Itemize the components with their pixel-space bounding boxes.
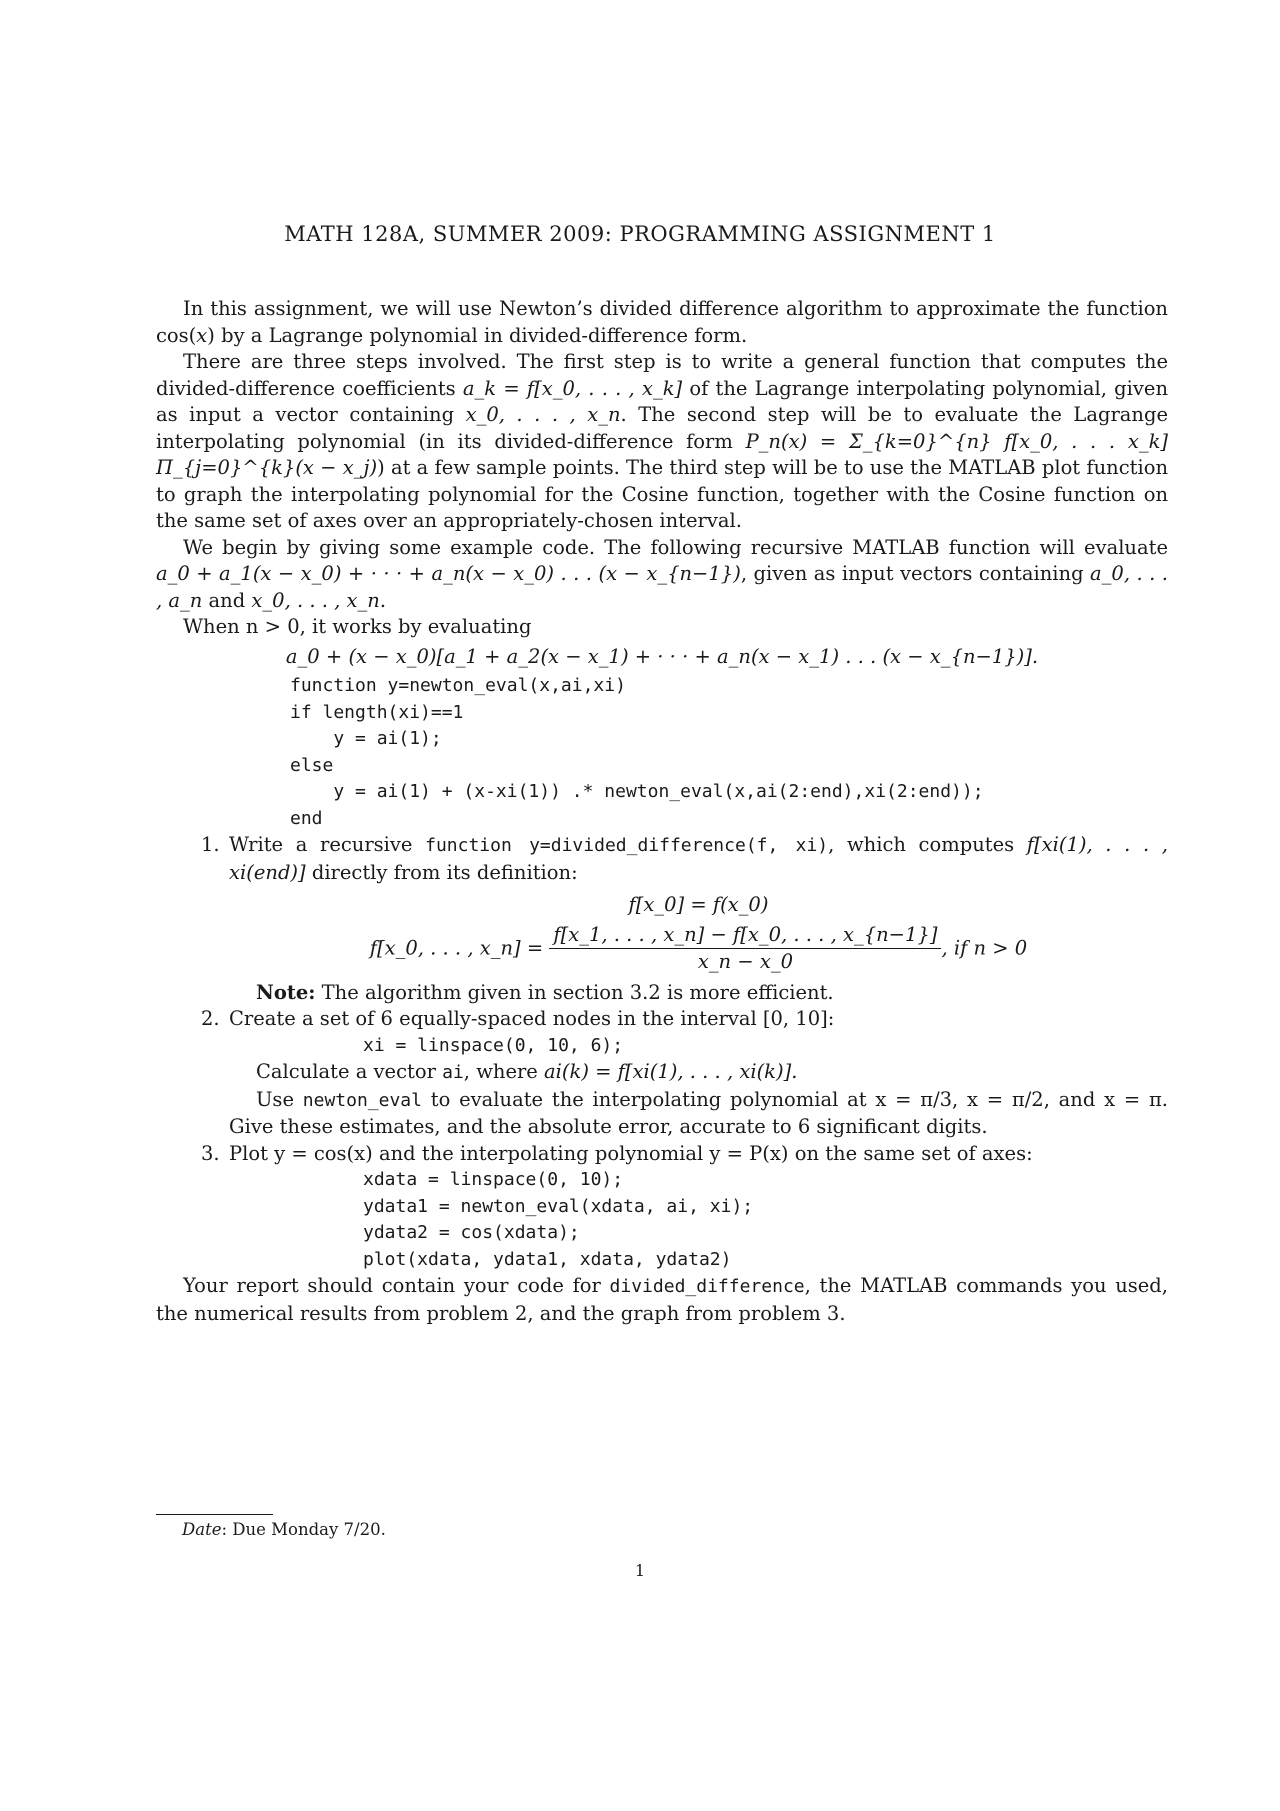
definition-base-case: f[x_0] = f(x_0) <box>628 893 769 916</box>
problem-1: 1. Write a recursive function y=divided_difference(f, xi), which computes f[xi(1), . . . , xi(end)] directly from its definition: f[x_0] = f(x_0) f[x_0, . . . , x_n] = $\frac{f[x\_1, . . . , x\_n] - f[x\_0, . . . , x\_\{n-1\}]}{x\_n - x\_0}$ , if n > 0 Note: The algorithm given in section 3.2 is more efficient. <box>156 832 1168 1006</box>
page-title: MATH 128A, SUMMER 2009: PROGRAMMING ASSIGNMENT 1 <box>284 222 996 246</box>
note: Note: The algorithm given in section 3.2 is more efficient. <box>256 980 834 1004</box>
body <box>156 296 1168 1327</box>
intro-paragraph-1: In this assignment, we will use Newton’s divided difference algorithm to approximate the function cos(x) by a Lagrange polynomial in divided-difference form. <box>156 297 1168 347</box>
intro-paragraph-4: When n > 0, it works by evaluating <box>183 615 532 638</box>
pn-formula: P_n(x) = Σ_{k=0}^{n} f[x_0, . . . x_k] Π_{j=0}^{k}(x − x_j) <box>156 429 1168 479</box>
page-number: 1 <box>634 1561 646 1580</box>
ak-formula: a_k = f[x_0, . . . , x_k] <box>462 376 683 400</box>
problem-2: 2. Create a set of 6 equally-spaced nodes in the interval [0, 10]: xi = linspace(0, 10, 6); Calculate a vector ai, where ai(k) = f[xi(1), . . . , xi(k)]. Use newton_eval to evaluate the interpolating polynomial at x = π/3, x = π/2, and x = π. Give these estimates, and the absolute error, accurate to 6 significant digits. <box>201 1007 1169 1138</box>
definition-recursive-case: f[x_0, . . . , x_n] = $\frac{f[x\_1, . . . , x\_n] - f[x\_0, . . . , x\_\{n-1\}]}{x\_n - x\_0}$ , if n > 0 <box>229 922 1168 976</box>
problem-list <box>156 832 1168 1273</box>
newton-sum-formula: a_0 + a_1(x − x_0) + · · · + a_n(x − x_0) . . . (x − x_{n−1}) <box>156 562 741 585</box>
problem-3: 3. Plot y = cos(x) and the interpolating polynomial y = P(x) on the same set of axes: xdata = linspace(0, 10); ydata1 = newton_eval(xdata, ai, xi); ydata2 = cos(xdata); plot(xdata, ydata1, xdata, ydata2) <box>156 1141 1168 1274</box>
footnote-rule <box>156 1514 273 1515</box>
plot-code: xdata = linspace(0, 10); ydata1 = newton_eval(xdata, ai, xi); ydata2 = cos(xdata); plot(xdata, ydata1, xdata, ydata2) <box>363 1169 754 1270</box>
divided-difference-fraction: $\frac{f[x\_1, . . . , x\_n] - f[x\_0, . . . , x\_\{n-1\}]}{x\_n - x\_0}$ <box>549 922 941 976</box>
footnote: Date: Due Monday 7/20. <box>182 1520 386 1539</box>
nested-formula: a_0 + (x − x_0)[a_1 + a_2(x − x_1) + · · · + a_n(x − x_1) . . . (x − x_{n−1})]. <box>285 644 1039 668</box>
intro-paragraph-2: There are three steps involved. The first step is to write a general function that computes the divided-difference coefficients a_k = f[x_0, . . . , x_k] of the Lagrange interpolating polynomial, given as input a vector containing x_0, . . . , x_n. The second step will be to evaluate the Lagrange interpolating polynomial (in its divided-difference form P_n(x) = Σ_{k=0}^{n} f[x_0, . . . x_k] Π_{j=0}^{k}(x − x_j)) at a few sample points. The third step will be to use the MATLAB plot function to graph the interpolating polynomial for the Cosine function, together with the Cosine function on the same set of axes over an appropriately-chosen interval. <box>156 350 1169 532</box>
intro-paragraph-3: We begin by giving some example code. The following recursive MATLAB function will evaluate a_0 + a_1(x − x_0) + · · · + a_n(x − x_0) . . . (x − x_{n−1}), given as input vectors containing a_0, . . . , a_n and x_0, . . . , x_n. <box>156 535 1169 612</box>
newton-eval-code: function y=newton_eval(x,ai,xi) if length(xi)==1 y = ai(1); else y = ai(1) + (x-xi(1)) .* newton_eval(x,ai(2:end),xi(2:end)); end <box>290 675 984 829</box>
closing-paragraph: Your report should contain your code for divided_difference, the MATLAB commands you used, the numerical results from problem 2, and the graph from problem 3. <box>156 1274 1168 1325</box>
linspace-code: xi = linspace(0, 10, 6); <box>363 1034 624 1056</box>
